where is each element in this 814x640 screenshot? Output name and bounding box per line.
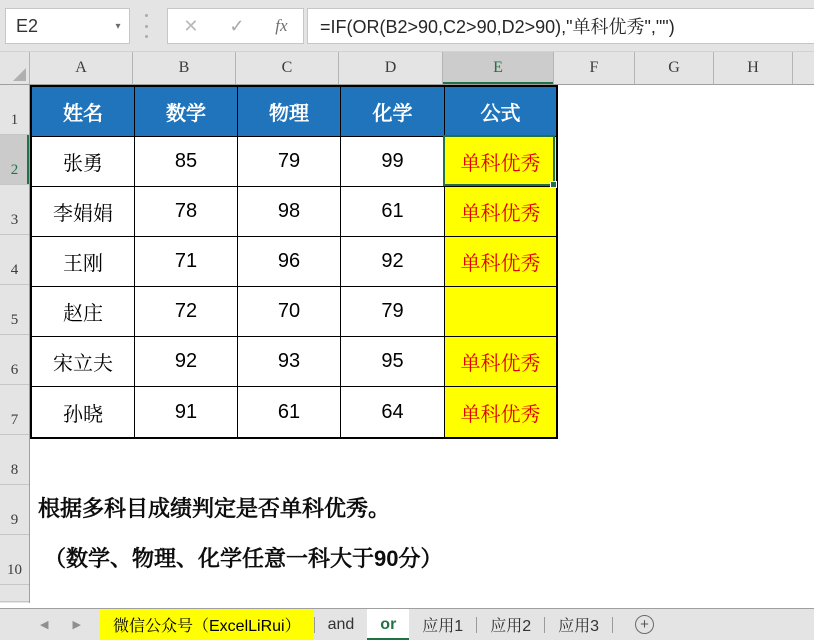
column-header-D[interactable]: D — [339, 52, 443, 84]
score-table — [30, 85, 558, 439]
cell-E6[interactable]: 单科优秀 — [445, 337, 556, 387]
cell-D1[interactable]: 化学 — [341, 87, 445, 137]
column-header-C[interactable]: C — [236, 52, 339, 84]
cell-A1[interactable]: 姓名 — [32, 87, 135, 137]
note-line-2: （数学、物理、化学任意一科大于90分） — [44, 546, 443, 571]
cell-A2[interactable]: 张勇 — [32, 137, 135, 187]
column-header-A[interactable]: A — [30, 52, 133, 84]
insert-function-icon[interactable]: fx — [275, 16, 288, 35]
row-header-10[interactable]: 10 — [0, 535, 29, 585]
row-header-stub — [0, 585, 29, 602]
sheet-tab-3[interactable]: or — [367, 609, 409, 640]
name-box-value: E2 — [16, 15, 39, 36]
column-headers — [0, 52, 814, 85]
sheet-tab-1[interactable]: 微信公众号（ExcelLiRui） — [100, 609, 314, 640]
cell-B1[interactable]: 数学 — [135, 87, 238, 137]
chevron-down-icon[interactable]: ▾ — [115, 20, 121, 32]
row-header-8[interactable]: 8 — [0, 435, 29, 485]
cell-C3[interactable]: 98 — [238, 187, 341, 237]
drag-handle-icon — [140, 14, 152, 38]
enter-icon[interactable]: ✓ — [229, 15, 245, 36]
sheet-tab-4[interactable]: 应用1 — [422, 618, 464, 635]
cell-A4[interactable]: 王刚 — [32, 237, 135, 287]
cell-D2[interactable]: 99 — [341, 137, 445, 187]
table-row — [32, 137, 556, 187]
row-header-6[interactable]: 6 — [0, 335, 29, 385]
cell-C5[interactable]: 70 — [238, 287, 341, 337]
formula-toolbar — [0, 0, 814, 52]
row-header-2[interactable]: 2 — [0, 135, 29, 185]
note-line-1: 根据多科目成绩判定是否单科优秀。 — [38, 496, 391, 521]
column-header-G[interactable]: G — [635, 52, 714, 84]
cell-A6[interactable]: 宋立夫 — [32, 337, 135, 387]
chevron-right-icon[interactable]: ▶ — [72, 619, 81, 631]
cell-C1[interactable]: 物理 — [238, 87, 341, 137]
name-box[interactable] — [5, 8, 130, 44]
cell-A5[interactable]: 赵庄 — [32, 287, 135, 337]
cell-A3[interactable]: 李娟娟 — [32, 187, 135, 237]
sheet-tab-6[interactable]: 应用3 — [558, 618, 600, 635]
cell-B3[interactable]: 78 — [135, 187, 238, 237]
cell-E4[interactable]: 单科优秀 — [445, 237, 556, 287]
row-header-7[interactable]: 7 — [0, 385, 29, 435]
cell-E2[interactable]: 单科优秀 — [445, 137, 556, 187]
row-headers — [0, 85, 30, 603]
row-header-4[interactable]: 4 — [0, 235, 29, 285]
cell-E5[interactable] — [445, 287, 556, 337]
cell-E3[interactable]: 单科优秀 — [445, 187, 556, 237]
cell-B2[interactable]: 85 — [135, 137, 238, 187]
column-header-H[interactable]: H — [714, 52, 793, 84]
column-header-F[interactable]: F — [554, 52, 635, 84]
cell-D3[interactable]: 61 — [341, 187, 445, 237]
cell-B5[interactable]: 72 — [135, 287, 238, 337]
select-all-icon — [13, 68, 26, 81]
table-row — [32, 237, 556, 287]
sheet-tab-2[interactable]: and — [327, 615, 355, 633]
cell-B6[interactable]: 92 — [135, 337, 238, 387]
cell-D5[interactable]: 79 — [341, 287, 445, 337]
select-all-button[interactable] — [0, 52, 30, 84]
table-header-row — [32, 87, 556, 137]
cell-C2[interactable]: 79 — [238, 137, 341, 187]
table-row — [32, 287, 556, 337]
cell-E1[interactable]: 公式 — [445, 87, 556, 137]
cancel-icon[interactable]: ✕ — [183, 15, 199, 36]
column-header-E[interactable]: E — [443, 52, 554, 84]
row-header-3[interactable]: 3 — [0, 185, 29, 235]
sheet-tab-5[interactable]: 应用2 — [490, 618, 532, 635]
cell-C6[interactable]: 93 — [238, 337, 341, 387]
cell-C7[interactable]: 61 — [238, 387, 341, 437]
table-row — [32, 337, 556, 387]
cell-B4[interactable]: 71 — [135, 237, 238, 287]
tab-scroll-arrows — [0, 609, 100, 640]
plus-icon: + — [635, 615, 654, 634]
cell-A7[interactable]: 孙晓 — [32, 387, 135, 437]
cell-B7[interactable]: 91 — [135, 387, 238, 437]
row-header-9[interactable]: 9 — [0, 485, 29, 535]
cell-E7[interactable]: 单科优秀 — [445, 387, 556, 437]
chevron-left-icon[interactable]: ◀ — [40, 619, 49, 631]
column-header-B[interactable]: B — [133, 52, 236, 84]
sheet-tab-bar — [0, 608, 814, 640]
cell-D7[interactable]: 64 — [341, 387, 445, 437]
row-header-5[interactable]: 5 — [0, 285, 29, 335]
formula-buttons — [167, 8, 304, 44]
cell-C4[interactable]: 96 — [238, 237, 341, 287]
row-header-1[interactable]: 1 — [0, 85, 29, 135]
formula-bar[interactable] — [307, 8, 814, 44]
tab-separator — [612, 617, 613, 633]
cell-D4[interactable]: 92 — [341, 237, 445, 287]
add-sheet-button[interactable] — [635, 609, 654, 640]
cell-D6[interactable]: 95 — [341, 337, 445, 387]
table-row — [32, 187, 556, 237]
formula-text: =IF(OR(B2>90,C2>90,D2>90),"单科优秀","") — [320, 17, 675, 37]
table-row — [32, 387, 556, 437]
